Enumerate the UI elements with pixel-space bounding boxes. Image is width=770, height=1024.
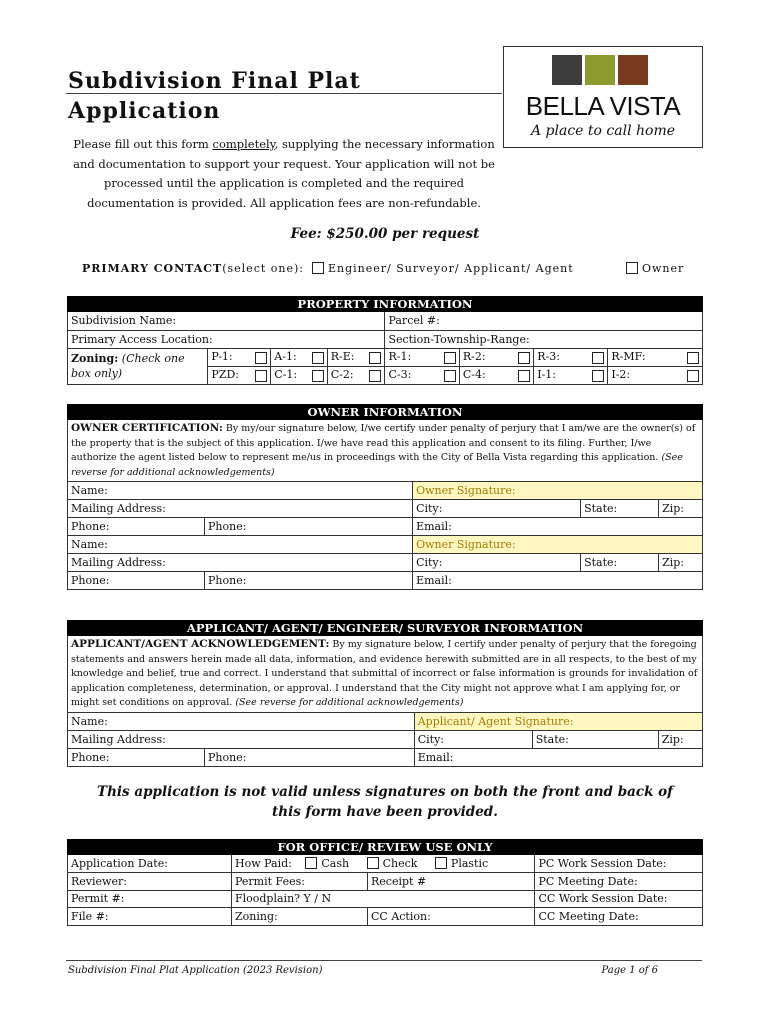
zone-checkbox[interactable]	[518, 370, 530, 382]
intro-prefix: Please fill out this form	[73, 137, 213, 151]
owner2-email-field[interactable]: Email:	[413, 572, 703, 590]
zone-label: R-MF:	[611, 350, 646, 363]
owner1-state-field[interactable]: State:	[581, 500, 659, 518]
logo-tagline: A place to call home	[530, 123, 676, 139]
primary-contact-title: PRIMARY CONTACT	[82, 262, 223, 275]
zone-checkbox[interactable]	[592, 370, 604, 382]
zone-checkbox[interactable]	[687, 352, 699, 364]
owner2-city-field[interactable]: City:	[413, 554, 581, 572]
agent-checkbox[interactable]	[312, 262, 324, 274]
zoning-hint: (Check one box only)	[71, 352, 185, 380]
file-number-field[interactable]: File #:	[68, 908, 232, 926]
zone-p1[interactable]	[208, 348, 271, 366]
zone-label: P-1:	[211, 350, 233, 363]
zone-checkbox[interactable]	[312, 370, 324, 382]
zone-c4[interactable]	[459, 366, 533, 384]
owner1-city-field[interactable]: City:	[413, 500, 581, 518]
applicant-acknowledgement	[67, 636, 703, 712]
zone-i2[interactable]	[608, 366, 703, 384]
contact-option-owner[interactable]	[626, 262, 684, 275]
title-line-1: Subdivision Final Plat	[68, 68, 361, 94]
zone-checkbox[interactable]	[444, 352, 456, 364]
zone-label: A-1:	[274, 350, 297, 363]
contact-option-agent-label: Engineer/ Surveyor/ Applicant/ Agent	[328, 262, 574, 275]
zone-label: C-2:	[330, 368, 354, 381]
zone-a1[interactable]	[271, 348, 327, 366]
permit-fees-field[interactable]: Permit Fees:	[232, 873, 368, 891]
cash-label: Cash	[321, 857, 350, 870]
intro-underline: completely	[212, 137, 275, 151]
logo-icons	[552, 55, 648, 85]
intro-text	[64, 135, 504, 213]
zone-checkbox[interactable]	[369, 352, 381, 364]
cc-meeting-field[interactable]: CC Meeting Date:	[535, 908, 703, 926]
property-section	[67, 296, 703, 385]
owner1-email-field[interactable]: Email:	[413, 518, 703, 536]
owner-cert-note: (See reverse for additional acknowledgements)	[71, 452, 683, 478]
validity-notice-text: This application is not valid unless signatures on both the front and back of this form have been provided.	[97, 784, 673, 820]
zone-label: I-2:	[611, 368, 631, 381]
parcel-field[interactable]: Parcel #:	[385, 312, 703, 330]
applicant-heading: APPLICANT/ AGENT/ ENGINEER/ SURVEYOR INFORMATION	[67, 620, 703, 636]
owner2-phone2-field[interactable]: Phone:	[205, 572, 413, 590]
owner2-zip-field[interactable]: Zip:	[659, 554, 703, 572]
zone-i1[interactable]	[534, 366, 608, 384]
owner2-name-field[interactable]: Name:	[68, 536, 413, 554]
owner1-signature-field[interactable]: Owner Signature:	[413, 482, 703, 500]
logo-name: BELLA VISTA	[525, 91, 681, 121]
access-location-field[interactable]: Primary Access Location:	[68, 330, 385, 348]
zone-r1[interactable]	[385, 348, 459, 366]
applicant-signature-field[interactable]: Applicant/ Agent Signature:	[414, 712, 702, 730]
house-icon	[552, 55, 582, 85]
zone-label: I-1:	[537, 368, 556, 381]
owner-certification	[67, 420, 703, 481]
owner-cert-label: OWNER CERTIFICATION:	[71, 422, 223, 434]
owner1-mailing-field[interactable]: Mailing Address:	[68, 500, 413, 518]
owner1-name-field[interactable]: Name:	[68, 482, 413, 500]
applicant-phone2-field[interactable]: Phone:	[205, 748, 415, 766]
applicant-zip-field[interactable]: Zip:	[658, 730, 702, 748]
title-line-2: Application	[68, 98, 221, 124]
owner-table	[67, 481, 703, 590]
office-heading: FOR OFFICE/ REVIEW USE ONLY	[67, 839, 703, 855]
permit-number-field[interactable]: Permit #:	[68, 890, 232, 908]
property-heading: PROPERTY INFORMATION	[67, 296, 703, 312]
zone-checkbox[interactable]	[255, 370, 267, 382]
plastic-label: Plastic	[450, 857, 489, 870]
applicant-city-field[interactable]: City:	[414, 730, 532, 748]
zone-checkbox[interactable]	[255, 352, 267, 364]
page-title	[68, 66, 361, 126]
office-section	[67, 839, 703, 926]
zone-checkbox[interactable]	[369, 370, 381, 382]
property-table	[67, 312, 703, 385]
zone-c2[interactable]	[327, 366, 385, 384]
storefront-icon	[618, 55, 648, 85]
zone-label: C-4:	[462, 368, 486, 381]
owner-section	[67, 404, 703, 590]
contact-option-agent[interactable]	[312, 262, 574, 275]
owner1-zip-field[interactable]: Zip:	[659, 500, 703, 518]
receipt-field[interactable]: Receipt #	[368, 873, 535, 891]
check-checkbox[interactable]	[367, 857, 379, 869]
check-label: Check	[382, 857, 418, 870]
zone-rmf[interactable]	[608, 348, 703, 366]
how-paid-field[interactable]	[232, 855, 535, 873]
title-divider	[66, 93, 502, 94]
office-table	[67, 855, 703, 926]
cash-checkbox[interactable]	[305, 857, 317, 869]
zone-label: R-E:	[330, 350, 355, 363]
validity-notice	[0, 782, 770, 822]
zone-re[interactable]	[327, 348, 385, 366]
application-date-field[interactable]: Application Date:	[68, 855, 232, 873]
applicant-ack-note: (See reverse for additional acknowledgements)	[235, 697, 464, 708]
str-field[interactable]: Section-Township-Range:	[385, 330, 703, 348]
owner2-mailing-field[interactable]: Mailing Address:	[68, 554, 413, 572]
fee-text: Fee: $250.00 per request	[290, 226, 480, 242]
pc-meeting-field[interactable]: PC Meeting Date:	[535, 873, 703, 891]
footer-divider	[66, 960, 702, 961]
zone-c3[interactable]	[385, 366, 459, 384]
zone-r2[interactable]	[459, 348, 533, 366]
applicant-state-field[interactable]: State:	[532, 730, 658, 748]
reviewer-field[interactable]: Reviewer:	[68, 873, 232, 891]
contact-option-owner-label: Owner	[642, 262, 685, 275]
zone-checkbox[interactable]	[444, 370, 456, 382]
zone-label: C-1:	[274, 368, 298, 381]
primary-contact-label	[82, 262, 304, 275]
plastic-checkbox[interactable]	[435, 857, 447, 869]
applicant-email-field[interactable]: Email:	[414, 748, 702, 766]
zone-label: PZD:	[211, 368, 239, 381]
owner-cert-text: By my/our signature below, I/we certify under penalty of perjury that I am/we are the owner(s) of the property that is the subject of this application. I/we have read this application and consent to its filing. Further, I/we authorize the agent listed below to represent me/us in proceedings with the City of Bella Vista regarding this application.	[71, 423, 696, 463]
how-paid-label: How Paid:	[235, 857, 292, 870]
pc-work-session-field[interactable]: PC Work Session Date:	[535, 855, 703, 873]
owner2-signature-field[interactable]: Owner Signature:	[413, 536, 703, 554]
cc-work-session-field[interactable]: CC Work Session Date:	[535, 890, 703, 908]
applicant-name-field[interactable]: Name:	[68, 712, 415, 730]
intro-rest: , supplying the necessary information and documentation to support your request. Your application will not be processed until the application is completed and the required documentation is provided. All application fees are non-refundable.	[73, 137, 495, 210]
zone-pzd[interactable]	[208, 366, 271, 384]
applicant-section	[67, 620, 703, 767]
owner2-state-field[interactable]: State:	[581, 554, 659, 572]
zone-checkbox[interactable]	[687, 370, 699, 382]
zone-label: R-1:	[388, 350, 412, 363]
zone-label: C-3:	[388, 368, 412, 381]
zone-label: R-2:	[462, 350, 486, 363]
floodplain-field[interactable]: Floodplain? Y / N	[232, 890, 535, 908]
zone-r3[interactable]	[534, 348, 608, 366]
owner1-phone-field[interactable]: Phone:	[68, 518, 205, 536]
bella-vista-logo	[503, 46, 703, 148]
applicant-ack-label: APPLICANT/AGENT ACKNOWLEDGEMENT:	[71, 638, 330, 650]
applicant-phone-field[interactable]: Phone:	[68, 748, 205, 766]
subdivision-name-field[interactable]: Subdivision Name:	[68, 312, 385, 330]
zone-checkbox[interactable]	[312, 352, 324, 364]
footer-page-number: Page 1 of 6	[601, 965, 658, 976]
applicant-mailing-field[interactable]: Mailing Address:	[68, 730, 415, 748]
bicycle-icon	[585, 55, 615, 85]
zone-checkbox[interactable]	[518, 352, 530, 364]
cc-action-field[interactable]: CC Action:	[368, 908, 535, 926]
zoning-label	[68, 348, 208, 384]
owner1-phone2-field[interactable]: Phone:	[205, 518, 413, 536]
zone-label: R-3:	[537, 350, 560, 363]
owner2-phone-field[interactable]: Phone:	[68, 572, 205, 590]
zone-checkbox[interactable]	[592, 352, 604, 364]
footer-form-name: Subdivision Final Plat Application (2023 Revision)	[68, 965, 323, 976]
applicant-table	[67, 712, 703, 767]
applicant-ack-text: By my signature below, I certify under penalty of perjury that the foregoing statements and answers herein made all data, information, and evidence herewith submitted are in all respects, to the best of my knowledge and belief, true and correct. I understand that submittal of incorrect or false information is grounds for invalidation of application completeness, determination, or approval. I understand that the City might not approve what I am applying for, or might set conditions on approval.	[71, 639, 698, 708]
zone-c1[interactable]	[271, 366, 327, 384]
owner-heading: OWNER INFORMATION	[67, 404, 703, 420]
office-zoning-field[interactable]: Zoning:	[232, 908, 368, 926]
owner-checkbox[interactable]	[626, 262, 638, 274]
primary-contact-hint: (select one):	[222, 262, 304, 275]
zoning-title: Zoning:	[71, 352, 119, 365]
